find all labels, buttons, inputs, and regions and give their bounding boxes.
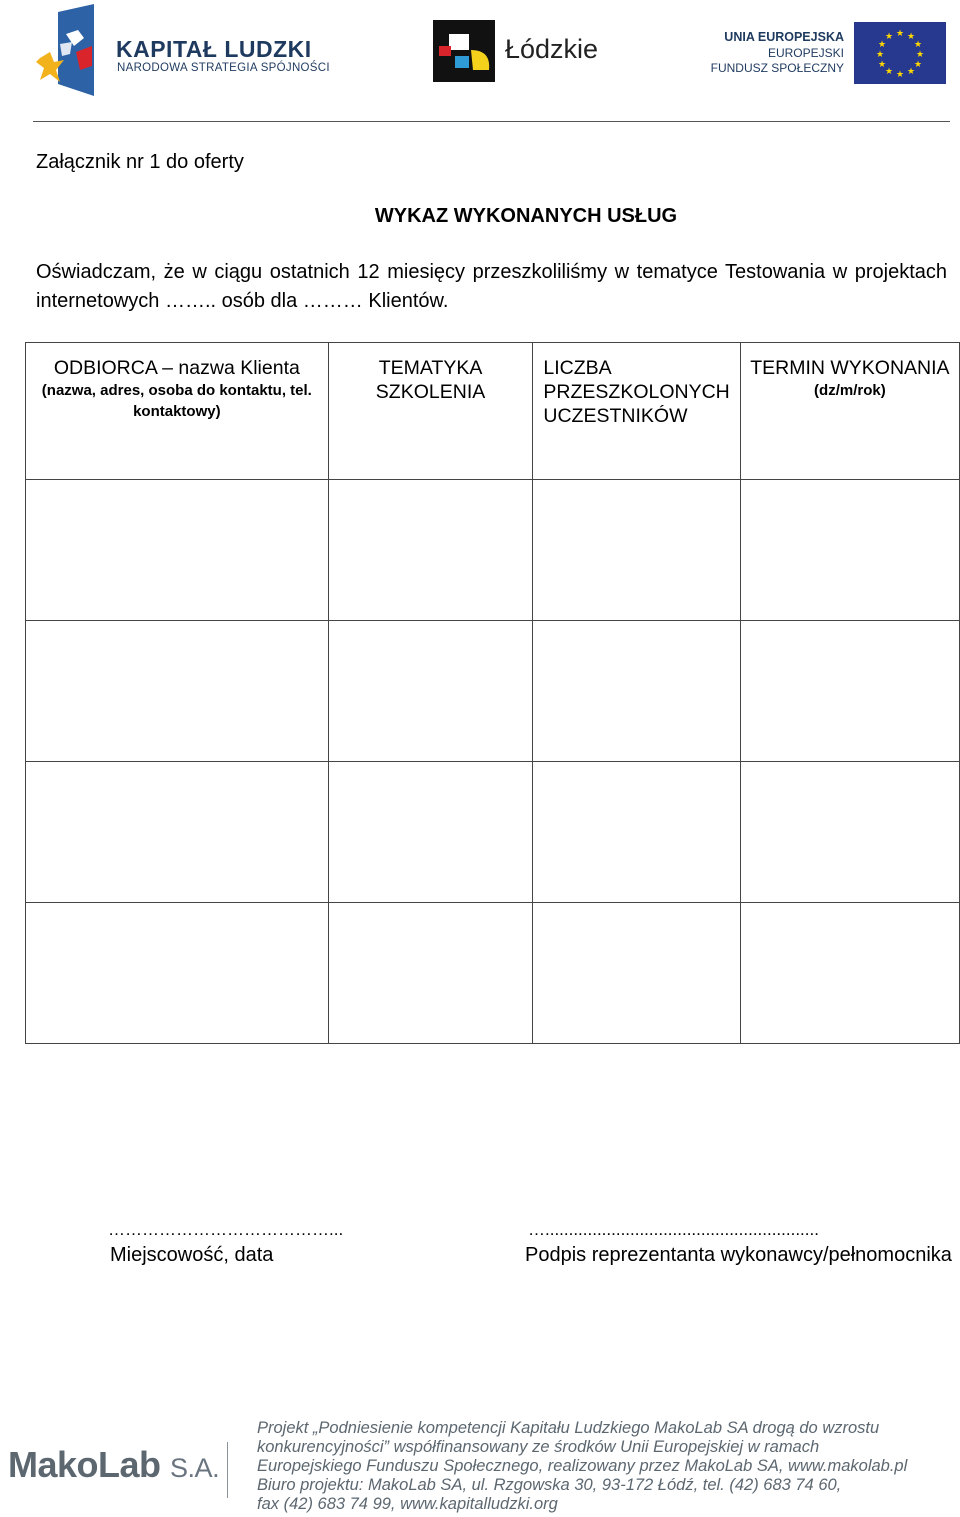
svg-text:★: ★ <box>906 32 916 42</box>
table-cell[interactable] <box>533 762 740 903</box>
lodzkie-text: Łódzkie <box>505 34 599 64</box>
footer-line-3: Europejskiego Funduszu Społecznego, realizowany przez MakoLab SA, www.makolab.pl <box>257 1457 908 1475</box>
date-header-title: TERMIN WYKONANIA <box>750 357 950 379</box>
table-cell[interactable] <box>26 903 329 1044</box>
table-cell[interactable] <box>533 480 740 621</box>
eu-line-3: FUNDUSZ SPOŁECZNY <box>710 61 844 75</box>
footer-line-4: Biuro projektu: MakoLab SA, ul. Rzgowska 30, 93-172 Łódź, tel. (42) 683 74 60, <box>257 1476 842 1494</box>
footer-line-5: fax (42) 683 74 99, www.kapitalludzki.org <box>257 1495 558 1513</box>
table-cell[interactable] <box>740 903 959 1044</box>
footer-line-2: konkurencyjności” współfinansowany ze środków Unii Europejskiej w ramach <box>257 1438 820 1456</box>
footer-divider <box>227 1442 228 1498</box>
column-header-participants <box>533 343 740 480</box>
lodzkie-logo <box>433 20 613 84</box>
table-row <box>26 762 960 903</box>
statement-paragraph: Oświadczam, że w ciągu ostatnich 12 miesięcy przeszkoliliśmy w tematyce Testowania w projektach internetowych …….. osób dla ……… Klientów. <box>36 261 947 312</box>
makolab-brand: MakoLab <box>8 1444 161 1485</box>
kapital-ludzki-title: KAPITAŁ LUDZKI <box>116 36 312 62</box>
table-cell[interactable] <box>328 762 533 903</box>
table-cell[interactable] <box>740 621 959 762</box>
makolab-suffix: S.A. <box>170 1453 220 1483</box>
kapital-ludzki-emblem-icon <box>36 4 98 98</box>
eu-logo <box>710 20 948 84</box>
table-cell[interactable] <box>26 621 329 762</box>
footer-project-info <box>257 1419 957 1514</box>
table-header-row <box>26 343 960 480</box>
table-cell[interactable] <box>26 480 329 621</box>
column-header-date <box>740 343 959 480</box>
svg-text:★: ★ <box>913 60 923 70</box>
svg-text:★: ★ <box>884 67 894 77</box>
column-header-client <box>26 343 329 480</box>
svg-text:★: ★ <box>906 67 916 77</box>
signature-label: Podpis reprezentanta wykonawcy/pełnomocnika <box>525 1244 952 1266</box>
document-title: WYKAZ WYKONANYCH USŁUG <box>374 205 678 227</box>
table-cell[interactable] <box>533 621 740 762</box>
table-cell[interactable] <box>740 762 959 903</box>
client-header-title: ODBIORCA – nazwa Klienta <box>53 357 300 379</box>
table-cell[interactable] <box>328 480 533 621</box>
column-header-topic <box>328 343 533 480</box>
topic-header-title: TEMATYKA SZKOLENIA <box>375 357 486 403</box>
table-cell[interactable] <box>740 480 959 621</box>
kapital-ludzki-logo <box>36 4 336 98</box>
client-header-note: (nazwa, adres, osoba do kontaktu, tel. kontaktowy) <box>41 382 312 420</box>
footer-line-1: Projekt „Podniesienie kompetencji Kapitału Ludzkiego MakoLab SA drogą do wzrostu <box>257 1419 880 1437</box>
kapital-ludzki-subtitle: NARODOWA STRATEGIA SPÓJNOŚCI <box>117 62 330 74</box>
table-row <box>26 621 960 762</box>
date-header-note: (dz/m/rok) <box>814 382 886 399</box>
header-divider <box>33 121 950 122</box>
svg-text:★: ★ <box>915 50 925 60</box>
table-cell[interactable] <box>533 903 740 1044</box>
signature-line: ….......................................................... <box>528 1220 819 1239</box>
place-date-label: Miejscowość, data <box>110 1244 274 1266</box>
table-cell[interactable] <box>328 903 533 1044</box>
makolab-logo <box>8 1444 219 1486</box>
svg-text:★: ★ <box>875 50 885 60</box>
lodzkie-emblem-icon <box>433 20 495 82</box>
svg-text:★: ★ <box>884 32 894 42</box>
table-cell[interactable] <box>328 621 533 762</box>
annex-label: Załącznik nr 1 do oferty <box>36 151 244 173</box>
svg-text:★: ★ <box>877 60 887 70</box>
services-table <box>25 342 960 1044</box>
table-cell[interactable] <box>26 762 329 903</box>
eu-line-2: EUROPEJSKI <box>767 46 844 60</box>
table-row <box>26 903 960 1044</box>
place-date-line: …………………………………... <box>108 1220 344 1239</box>
eu-flag-icon <box>854 22 946 84</box>
svg-text:★: ★ <box>913 40 923 50</box>
table-row <box>26 480 960 621</box>
svg-text:★: ★ <box>895 70 905 80</box>
eu-line-1: UNIA EUROPEJSKA <box>724 30 844 44</box>
svg-text:★: ★ <box>895 29 905 39</box>
participants-header-title: LICZBA PRZESZKOLONYCH UCZESTNIKÓW <box>543 357 730 427</box>
svg-text:★: ★ <box>877 40 887 50</box>
